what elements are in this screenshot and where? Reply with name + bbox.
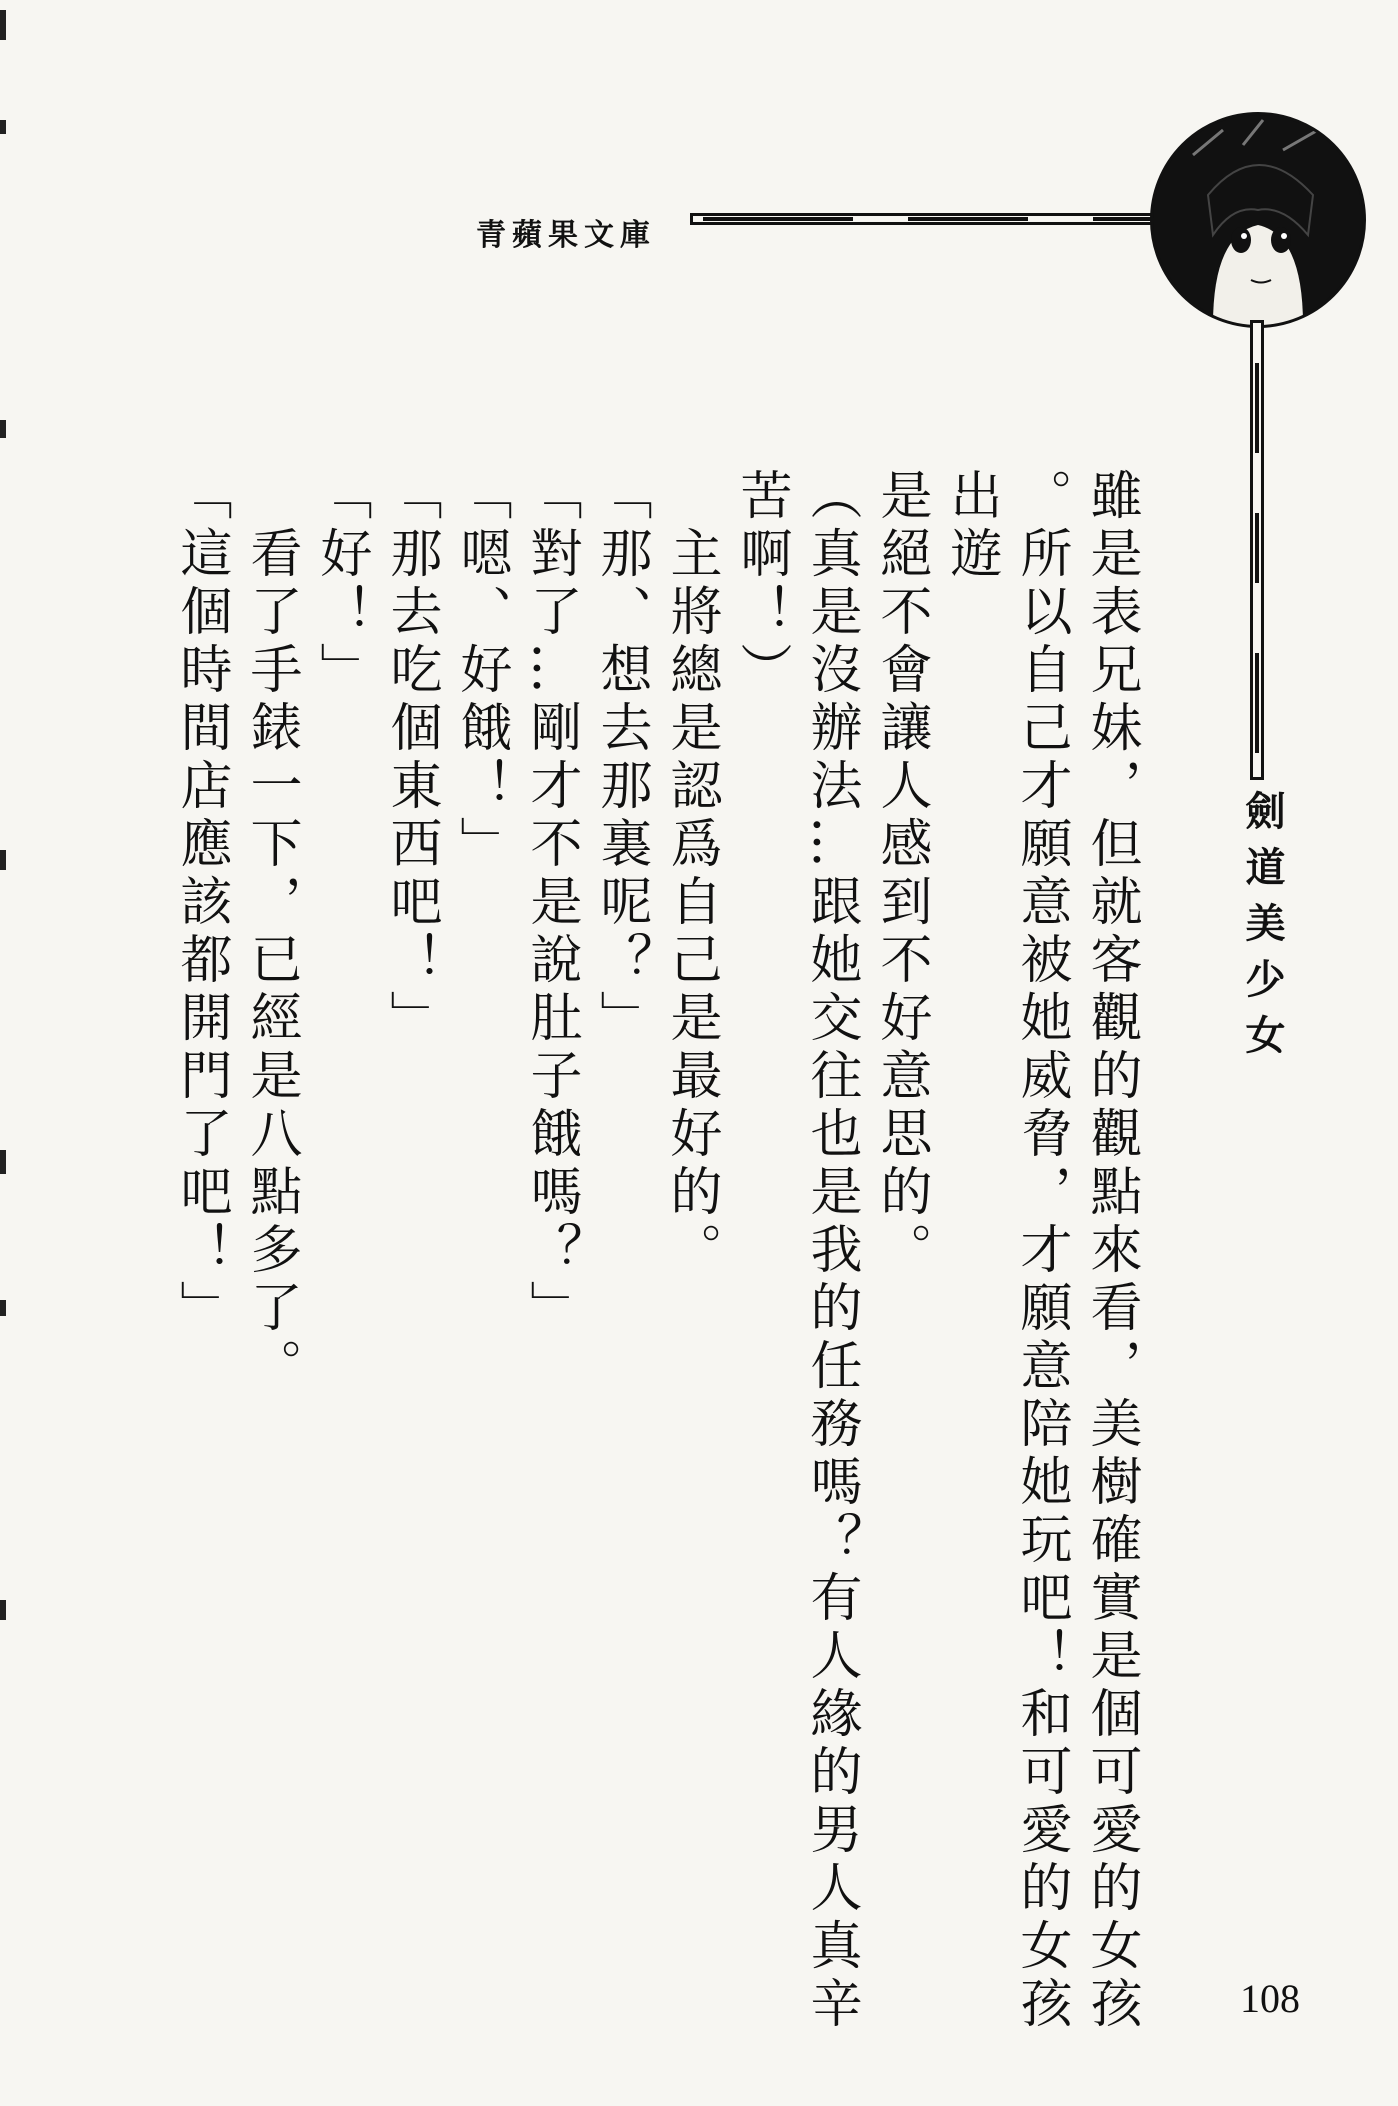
vertical-rule — [1250, 320, 1264, 780]
body-text — [166, 468, 1146, 2048]
page-number: 108 — [1240, 1976, 1300, 2021]
text-line: 雖是表兄妹，但就客觀的觀點來看，美樹確實是個可愛的女孩 — [1081, 468, 1141, 2034]
text-line: （真是沒辦法…跟她交往也是我的任務嗎？有人緣的男人真辛 — [801, 468, 861, 2034]
text-line: 是絕不會讓人感到不好意思的。 — [871, 468, 931, 1280]
text-line: 「好！」 — [311, 468, 371, 700]
series-name: 青蘋果文庫 — [476, 218, 656, 253]
page-edge-marks — [0, 0, 8, 2106]
character-portrait-icon — [1150, 112, 1366, 328]
text-line: 「嗯、好餓！」 — [451, 468, 511, 874]
text-line: 「那去吃個東西吧！」 — [381, 468, 441, 1048]
text-line: 主將總是認爲自己是最好的。 — [661, 468, 721, 1280]
text-line: 「這個時間店應該都開門了吧！」 — [171, 468, 231, 1338]
book-title: 劍道美少女 — [1239, 790, 1285, 1070]
text-line: 苦啊！） — [731, 468, 791, 700]
text-line: 「那、想去那裏呢？」 — [591, 468, 651, 1048]
text-line: 。所以自己才願意被她威脅，才願意陪她玩吧！和可愛的女孩出遊 — [941, 468, 1071, 2034]
header-rule — [690, 213, 1160, 225]
text-line: 看了手錶一下，已經是八點多了。 — [241, 468, 301, 1396]
text-line: 「對了…剛才不是說肚子餓嗎？」 — [521, 468, 581, 1338]
